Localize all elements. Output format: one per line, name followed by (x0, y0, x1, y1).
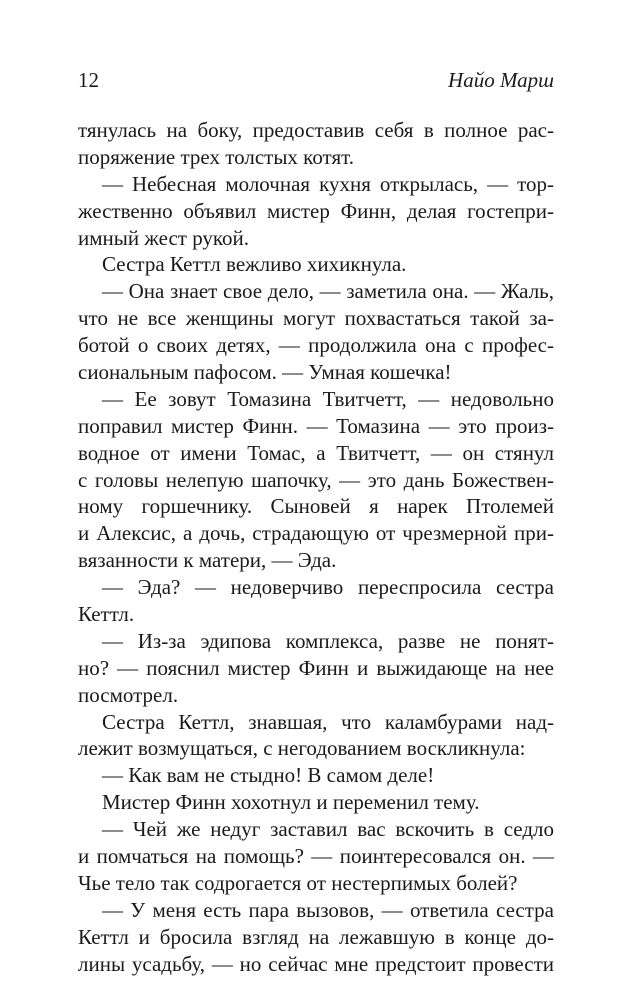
text-line: Кеттл и бросила взгляд на лежавшую в конце до- (78, 924, 554, 949)
text-line: вязанности к матери, — Эда. (78, 548, 337, 573)
text-line: ному горшечнику. Сыновей я нарек Птолемей (78, 494, 554, 519)
text-line: — Ее зовут Томазина Твитчетт, — недовольно (102, 386, 554, 411)
text-line: посмотрел. (78, 682, 179, 707)
text-line: лины усадьбу, — но сейчас мне предстоит провести (78, 951, 554, 976)
text-line: — Чей же недуг заставил вас вскочить в седло (102, 817, 554, 842)
text-line: тянулась на боку, предоставив себя в полное рас- (78, 118, 554, 142)
text-line: — Небесная молочная кухня открылась, — тор- (102, 171, 554, 196)
text-line: — Она знает свое дело, — заметила она. — Жаль, (102, 279, 554, 304)
text-line: жественно объявил мистер Финн, делая гостепри- (78, 198, 554, 223)
page-number: 12 (78, 68, 99, 92)
text-line: Чье тело так содрогается от нестерпимых болей? (78, 870, 518, 895)
text-line: лежит возмущаться, с негодованием воскликнула: (78, 736, 526, 761)
running-title-author: Найо Марш (448, 68, 554, 92)
text-line: сиональным пафосом. — Умная кошечка! (78, 360, 452, 385)
text-line: и помчаться на помощь? — поинтересовался он. — (78, 844, 554, 869)
text-line: водное от имени Томас, а Твитчетт, — он стянул (78, 440, 554, 465)
text-line: и Алексис, а дочь, страдающую от чрезмерной при- (78, 521, 554, 546)
text-line: имный жест рукой. (78, 225, 250, 250)
text-line: — Из-за эдипова комплекса, разве не понят- (102, 628, 554, 653)
text-line: поряжение трех толстых котят. (78, 144, 354, 169)
text-line: Сестра Кеттл вежливо хихикнула. (102, 252, 407, 277)
text-line: — У меня есть пара вызовов, — ответила сестра (102, 897, 554, 922)
text-line: что не все женщины могут похвастаться такой за- (78, 306, 554, 331)
text-line: Мистер Финн хохотнул и переменил тему. (102, 790, 480, 815)
page-header (78, 68, 554, 102)
text-line: Кеттл. (78, 602, 135, 627)
text-line: Сестра Кеттл, знавшая, что каламбурами над- (102, 709, 554, 734)
text-line: — Эда? — недоверчиво переспросила сестра (102, 575, 554, 600)
text-line: с головы нелепую шапочку, — это дань Божествен- (78, 467, 554, 492)
text-line: ботой о своих детях, — продолжила она с профес- (78, 333, 554, 358)
text-line: но? — пояснил мистер Финн и выжидающе на нее (78, 655, 554, 680)
body-text (78, 117, 554, 978)
text-line: поправил мистер Финн. — Томазина — это произ- (78, 413, 554, 438)
text-line: — Как вам не стыдно! В самом деле! (102, 763, 435, 788)
